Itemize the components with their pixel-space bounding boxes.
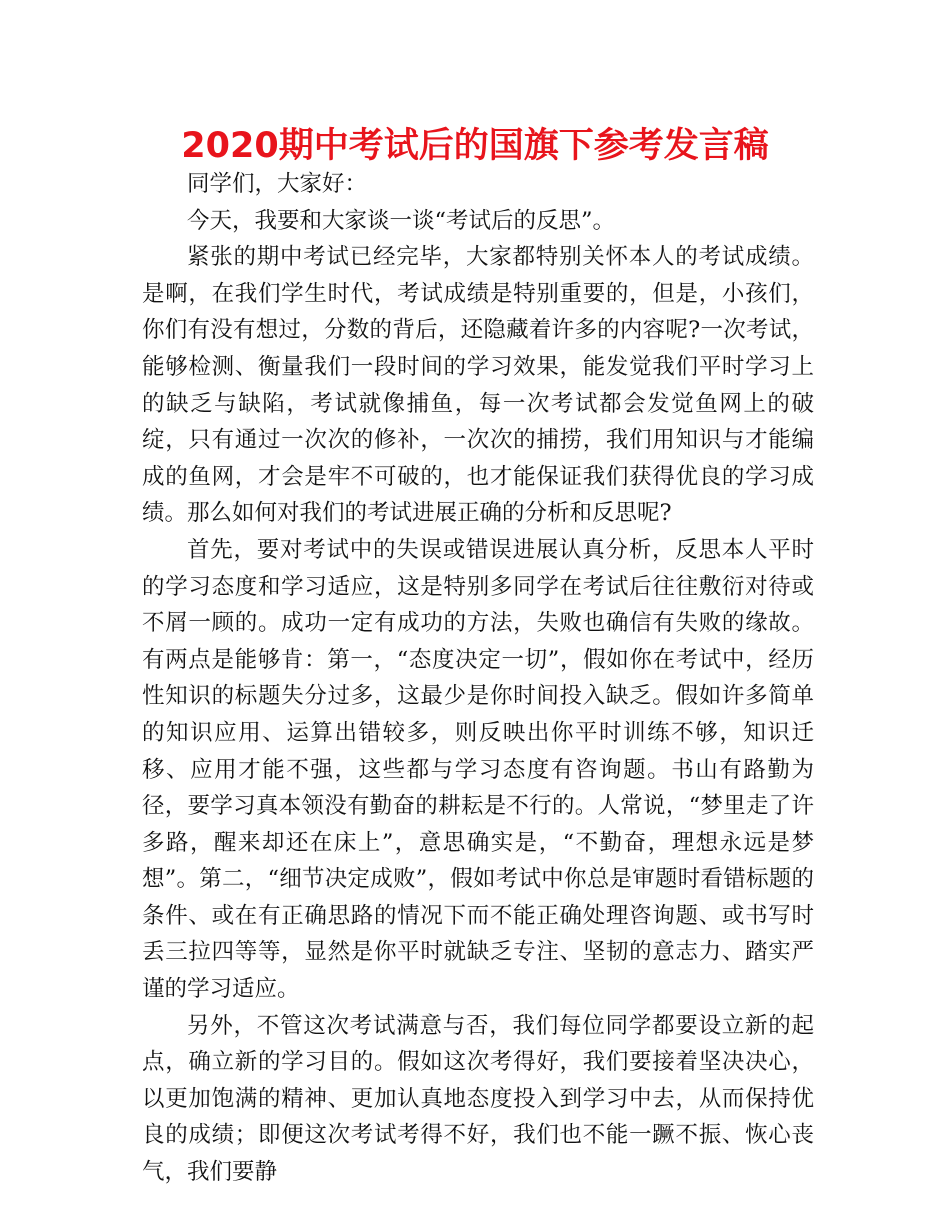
document-body: [142, 166, 814, 1191]
paragraph-error-analysis: 首先，要对考试中的失误或错误进展认真分析，反思本人平时的学习态度和学习适应，这是特别多同学在考试后往往敷衍对待或不屑一顾的。成功一定有成功的方法，失败也确信有失败的缘故。有两点是能够肯：第一，“态度决定一切”，假如你在考试中，经历性知识的标题失分过多，这最少是你时间投入缺乏。假如许多简单的知识应用、运算出错较多，则反映出你平时训练不够，知识迁移、应用才能不强，这些都与学习态度有咨询题。书山有路勤为径，要学习真本领没有勤奋的耕耘是不行的。人常说，“梦里走了许多路，醒来却还在床上”，意思确实是，“不勤奋，理想永远是梦想”。第二，“细节决定成败”，假如考试中你总是审题时看错标题的条件、或在有正确思路的情况下而不能正确处理咨询题、或书写时丢三拉四等等，显然是你平时就缺乏专注、坚韧的意志力、踏实严谨的学习适应。: [142, 536, 814, 1003]
paragraph-exam-importance: 紧张的期中考试已经完毕，大家都特别关怀本人的考试成绩。是啊，在我们学生时代，考试成绩是特别重要的，但是，小孩们，你们有没有想过，分数的背后，还隐藏着许多的内容呢?一次考试，能够检测、衡量我们一段时间的学习效果，能发觉我们平时学习上的缺乏与缺陷，考试就像捕鱼，每一次考试都会发觉鱼网上的破绽，只有通过一次次的修补，一次次的捕捞，我们用知识与才能编成的鱼网，才会是牢不可破的，也才能保证我们获得优良的学习成绩。那么如何对我们的考试进展正确的分析和反思呢?: [142, 244, 814, 527]
paragraph-intro: 今天，我要和大家谈一谈“考试后的反思”。: [187, 207, 616, 234]
document-title: 2020期中考试后的国旗下参考发言稿: [181, 126, 769, 166]
paragraph-new-goals: 另外，不管这次考试满意与否，我们每位同学都要设立新的起点，确立新的学习目的。假如这次考得好，我们要接着坚决决心，以更加饱满的精神、更加认真地态度投入到学习中去，从而保持优良的成绩；即便这次考试考得不好，我们也不能一蹶不振、恢心丧气，我们要静: [142, 1012, 814, 1186]
paragraph-greeting: 同学们，大家好：: [187, 171, 368, 197]
